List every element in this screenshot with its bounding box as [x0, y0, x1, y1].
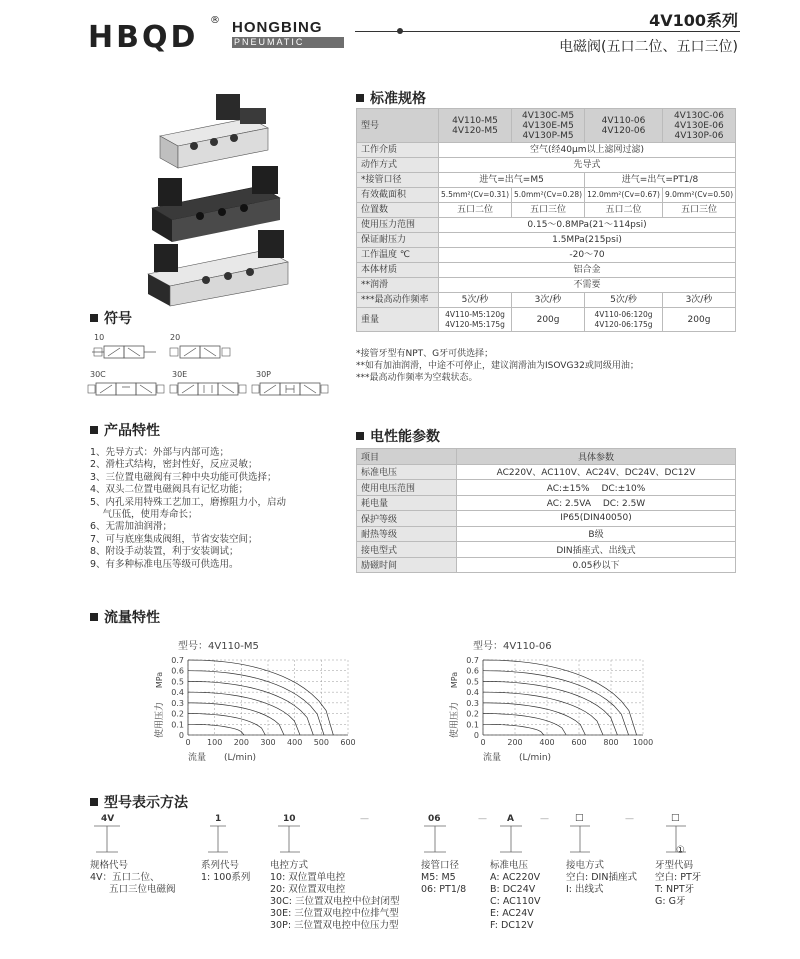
group-title: 规格代号: [90, 860, 129, 871]
group-line: 06: PT1/8: [421, 884, 467, 895]
x-tick-label: 200: [507, 738, 523, 747]
table-row: [357, 263, 736, 278]
code-box: □: [671, 813, 680, 823]
elec-label: 标准电压: [357, 464, 457, 480]
elec-label: 保护等级: [357, 511, 457, 527]
spec-cell: 9.0mm²(Cv=0.50): [662, 188, 735, 203]
flow-chart-4v110-m5: [150, 650, 370, 765]
note-line: **如有加油润滑，中途不可停止，建议润滑油为ISOVG32或同级用油；: [356, 361, 639, 371]
code-dash: —: [625, 814, 634, 824]
y-tick-label: 0.7: [171, 656, 184, 665]
spec-row-label: 有效截面积: [357, 188, 439, 203]
spec-row-label: 保证耐压力: [357, 233, 439, 248]
list-item: 9、有多种标准电压等级可供选用。: [90, 558, 239, 570]
elec-value: AC: 2.5VA DC: 2.5W: [457, 495, 736, 511]
group-line: 30E: 三位置双电控中位排气型: [270, 908, 399, 919]
group-line: A: AC220V: [490, 872, 541, 883]
elec-value: IP65(DIN40050): [457, 511, 736, 527]
table-header: 项目: [357, 449, 457, 465]
table-row: [357, 308, 736, 332]
spec-cell: 进气=出气=M5: [438, 173, 584, 188]
y-tick-label: 0.6: [466, 666, 479, 676]
x-tick-label: 200: [233, 738, 249, 747]
y-axis-label: 使用压力: [155, 701, 165, 739]
table-row: [357, 480, 736, 496]
x-axis-label: 流量 (L/min): [483, 753, 552, 763]
spec-row-label: 动作方式: [357, 158, 439, 173]
table-row: [357, 158, 736, 173]
model-group-spec: [90, 860, 176, 896]
valve-symbol-20: [166, 342, 236, 362]
spec-model-4: 4V130C-06 4V130E-06 4V130P-06: [662, 109, 735, 143]
group-line: 10: 双位置单电控: [270, 872, 346, 883]
group-title: 电控方式: [270, 860, 309, 871]
table-row: [357, 542, 736, 558]
y-axis-label: 使用压力: [450, 701, 460, 739]
table-row: [357, 173, 736, 188]
group-line: 30P: 三位置双电控中位压力型: [270, 920, 399, 931]
group-line: F: DC12V: [490, 920, 534, 931]
features-section-title: 产品特性: [90, 420, 160, 440]
table-row: [357, 203, 736, 218]
spec-cell: 200g: [512, 308, 585, 332]
symbol-label-30e: 30E: [172, 370, 188, 379]
spec-model-2: 4V130C-M5 4V130E-M5 4V130P-M5: [512, 109, 585, 143]
series-line-0.1: [188, 724, 244, 735]
list-item: 4、双头二位置电磁阀具有记忆功能；: [90, 484, 249, 496]
y-tick-label: 0: [178, 731, 184, 740]
valve-symbol-10: [90, 342, 160, 362]
spec-cell: 3次/秒: [512, 293, 585, 308]
symbol-label-20: 20: [170, 333, 181, 342]
page-subtitle: 电磁阀(五口二位、五口三位): [559, 39, 738, 55]
code-box: □: [575, 813, 584, 823]
y-tick-label: 0.7: [466, 656, 479, 665]
y-tick-label: 0.4: [171, 688, 184, 698]
table-row: [357, 248, 736, 263]
code-4v: 4V: [101, 814, 115, 824]
header-divider: [355, 31, 740, 32]
list-item: 1、先导方式：外部与内部可选；: [90, 447, 230, 458]
group-title: 接管口径: [421, 860, 460, 871]
x-tick-label: 300: [260, 738, 276, 747]
model-group-series: [201, 860, 250, 884]
spec-row-label: 位置数: [357, 203, 439, 218]
list-item: 气压低，使用寿命长；: [90, 509, 198, 521]
section-bullet-icon: [90, 314, 98, 322]
registered-mark: ®: [210, 15, 220, 26]
note-line: ***最高动作频率为空载状态。: [356, 373, 478, 383]
list-item: 7、可与底座集成阀组，节省安装空间；: [90, 533, 258, 545]
y-tick-label: 0.2: [466, 709, 479, 719]
spec-cell: -20～70: [438, 248, 735, 263]
brand-name: HONGBING: [232, 19, 323, 36]
table-row: [357, 293, 736, 308]
model-group-thread: [655, 860, 701, 908]
table-row: [357, 188, 736, 203]
spec-cell: 五口三位: [512, 203, 585, 218]
circled-number: ①: [676, 845, 685, 856]
valve-symbol-30e: [168, 378, 248, 400]
group-line: 1: 100系列: [201, 872, 251, 883]
code-a: A: [507, 814, 514, 824]
spec-row-label: **润滑: [357, 278, 439, 293]
series-line-0.3: [483, 703, 585, 735]
elec-value: AC220V、AC110V、AC24V、DC24V、DC12V: [457, 464, 736, 480]
section-bullet-icon: [90, 798, 98, 806]
chart-2-title: 型号：4V110-06: [473, 641, 552, 652]
brand-logo: HBQD: [88, 20, 199, 55]
elec-value: DIN插座式、出线式: [457, 542, 736, 558]
electrical-section-title: 电性能参数: [356, 426, 440, 446]
valve-symbol-30c: [86, 378, 166, 400]
symbol-section-title: 符号: [90, 308, 132, 328]
spec-cell: 12.0mm²(Cv=0.67): [585, 188, 663, 203]
y-tick-label: 0.5: [171, 677, 184, 687]
y-tick-label: 0: [473, 731, 479, 740]
elec-value: B级: [457, 526, 736, 542]
series-line-0.5: [483, 681, 617, 735]
spec-row-label: ***最高动作频率: [357, 293, 439, 308]
model-group-control: [270, 860, 399, 932]
series-line-0.1: [483, 724, 544, 735]
spec-row-label: *接管口径: [357, 173, 439, 188]
elec-label: 励磁时间: [357, 557, 457, 573]
spec-cell: 空气(经40μm以上滤网过滤): [438, 143, 735, 158]
model-code-lines: [80, 812, 720, 862]
code-1: 1: [215, 814, 222, 824]
y-tick-label: 0.6: [171, 666, 184, 676]
chart-1-title: 型号：4V110-M5: [178, 641, 259, 652]
spec-cell: 4V110-M5:120g 4V120-M5:175g: [438, 308, 511, 332]
spec-row-label: 工作温度 ℃: [357, 248, 439, 263]
elec-value: 0.05秒以下: [457, 557, 736, 573]
spec-cell: 五口三位: [662, 203, 735, 218]
group-title: 接电方式: [566, 860, 605, 871]
code-10: 10: [283, 814, 296, 824]
group-title: 牙型代码: [655, 860, 694, 871]
spec-cell: 5.5mm²(Cv=0.31): [438, 188, 511, 203]
y-tick-label: 0.3: [466, 698, 479, 708]
x-tick-label: 800: [603, 738, 619, 747]
x-tick-label: 100: [207, 738, 223, 747]
electrical-table: [356, 448, 736, 573]
table-row: [357, 526, 736, 542]
flow-chart-4v110-06: [445, 650, 665, 765]
table-row: [357, 464, 736, 480]
table-row: [357, 143, 736, 158]
model-group-connection: [566, 860, 637, 896]
spec-cell: 200g: [662, 308, 735, 332]
table-row: [357, 495, 736, 511]
spec-section-title: 标准规格: [356, 88, 426, 108]
table-row: [357, 233, 736, 248]
spec-cell: 4V110-06:120g 4V120-06:175g: [585, 308, 663, 332]
x-tick-label: 400: [539, 738, 555, 747]
group-line: 空白: PT牙: [655, 872, 702, 883]
group-line: B: DC24V: [490, 884, 536, 895]
x-tick-label: 600: [340, 738, 356, 747]
spec-cell: 0.15～0.8MPa(21～114psi): [438, 218, 735, 233]
group-line: T: NPT牙: [655, 884, 695, 895]
section-bullet-icon: [356, 94, 364, 102]
x-tick-label: 600: [571, 738, 587, 747]
group-line: 空白: DIN插座式: [566, 872, 637, 883]
note-line: *接管牙型有NPT、G牙可供选择；: [356, 349, 494, 359]
elec-label: 使用电压范围: [357, 480, 457, 496]
y-unit-label: MPa: [450, 671, 459, 689]
group-title: 系列代号: [201, 860, 240, 871]
y-tick-label: 0.3: [171, 698, 184, 708]
spec-model-3: 4V110-06 4V120-06: [585, 109, 663, 143]
y-tick-label: 0.2: [171, 709, 184, 719]
elec-label: 耗电量: [357, 495, 457, 511]
code-06: 06: [428, 814, 441, 824]
valve-symbol-30p: [250, 378, 330, 400]
spec-cell: 铝合金: [438, 263, 735, 278]
spec-row-label: 重量: [357, 308, 439, 332]
symbol-label-10: 10: [94, 333, 105, 342]
elec-label: 接电型式: [357, 542, 457, 558]
y-unit-label: MPa: [155, 671, 164, 689]
code-dash: —: [540, 814, 549, 824]
spec-row-label: 使用压力范围: [357, 218, 439, 233]
group-title: 标准电压: [490, 860, 529, 871]
x-tick-label: 0: [185, 738, 191, 747]
spec-cell: 不需要: [438, 278, 735, 293]
model-group-voltage: [490, 860, 540, 932]
elec-label: 耐热等级: [357, 526, 457, 542]
spec-model-label: 型号: [357, 109, 439, 143]
x-tick-label: 0: [480, 738, 486, 747]
spec-cell: 五口二位: [585, 203, 663, 218]
elec-value: AC:±15% DC:±10%: [457, 480, 736, 496]
list-item: 3、三位置电磁阀有三种中央功能可供选择；: [90, 471, 277, 483]
header-dot: [397, 28, 403, 34]
flow-section-title: 流量特性: [90, 607, 160, 627]
spec-model-1: 4V110-M5 4V120-M5: [438, 109, 511, 143]
group-line: 五口三位电磁阀: [90, 884, 176, 895]
spec-cell: 进气=出气=PT1/8: [585, 173, 736, 188]
table-row: [357, 218, 736, 233]
product-photo: [140, 88, 300, 310]
group-line: 4V：五口二位、: [90, 872, 160, 883]
series-title: 4V100系列: [649, 11, 738, 30]
spec-row-label: 本体材质: [357, 263, 439, 278]
group-line: I: 出线式: [566, 884, 604, 895]
y-tick-label: 0.1: [171, 720, 184, 730]
code-dash: —: [478, 814, 487, 824]
group-line: C: AC110V: [490, 896, 541, 907]
table-row: [357, 557, 736, 573]
table-row: [357, 278, 736, 293]
spec-cell: 3次/秒: [662, 293, 735, 308]
list-item: 8、附设手动装置，利于安装调试；: [90, 546, 239, 558]
spec-cell: 5.0mm²(Cv=0.28): [512, 188, 585, 203]
spec-row-label: 工作介质: [357, 143, 439, 158]
group-line: 30C: 三位置双电控中位封闭型: [270, 896, 400, 907]
table-row: [357, 511, 736, 527]
section-bullet-icon: [90, 426, 98, 434]
group-line: E: AC24V: [490, 908, 534, 919]
table-header: 具体参数: [457, 449, 736, 465]
list-item: 6、无需加油润滑；: [90, 521, 173, 533]
spec-cell: 5次/秒: [585, 293, 663, 308]
group-line: 20: 双位置双电控: [270, 884, 346, 895]
spec-notes: [356, 348, 639, 384]
group-line: G: G牙: [655, 896, 686, 907]
table-row: [357, 449, 736, 465]
x-axis-label: 流量 (L/min): [188, 753, 257, 763]
x-tick-label: 400: [287, 738, 303, 747]
spec-cell: 先导式: [438, 158, 735, 173]
section-bullet-icon: [90, 613, 98, 621]
group-line: M5: M5: [421, 872, 456, 883]
y-tick-label: 0.5: [466, 677, 479, 687]
x-tick-label: 1000: [632, 738, 654, 747]
code-dash: —: [360, 814, 369, 824]
series-line-0.3: [188, 703, 284, 735]
y-tick-label: 0.4: [466, 688, 479, 698]
spec-table: [356, 108, 736, 332]
spec-cell: 1.5MPa(215psi): [438, 233, 735, 248]
table-row: [357, 109, 736, 143]
spec-cell: 5次/秒: [438, 293, 511, 308]
model-section-title: 型号表示方法: [90, 792, 188, 812]
brand-subtitle: PNEUMATIC: [232, 37, 344, 48]
list-item: 5、内孔采用特殊工艺加工，磨擦阻力小，启动: [90, 496, 287, 508]
x-tick-label: 500: [313, 738, 329, 747]
list-item: 2、滑柱式结构，密封性好，反应灵敏；: [90, 459, 258, 471]
spec-cell: 五口二位: [438, 203, 511, 218]
section-bullet-icon: [356, 432, 364, 440]
symbol-label-30c: 30C: [90, 370, 106, 379]
symbol-label-30p: 30P: [256, 370, 272, 379]
features-list: [90, 447, 286, 571]
model-group-port: [421, 860, 466, 896]
valve-image-1: [160, 94, 268, 168]
y-tick-label: 0.1: [466, 720, 479, 730]
valve-image-3: [148, 230, 288, 306]
